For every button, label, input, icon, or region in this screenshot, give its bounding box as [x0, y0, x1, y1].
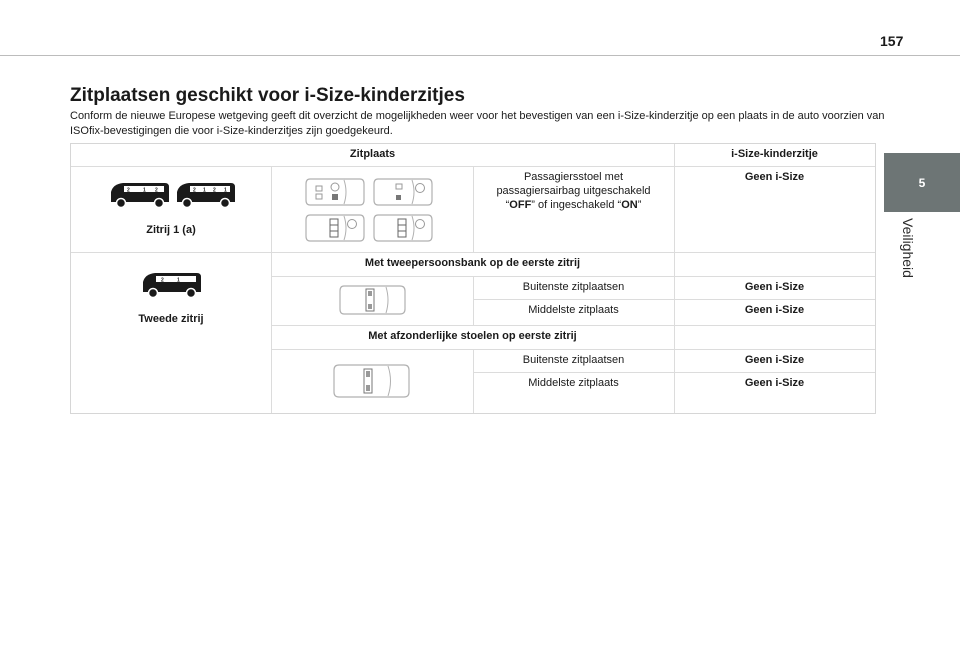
header-seat: Zitplaats — [349, 148, 396, 160]
seat-plan-bench-icon — [338, 283, 408, 317]
desc-line: passagiersairbag uitgeschakeld — [496, 185, 651, 197]
table-rule — [674, 252, 675, 276]
chapter-title: Veiligheid — [900, 218, 916, 278]
seat-plan-icon — [372, 176, 434, 208]
seat-plan-separate-icon — [332, 362, 412, 400]
table-rule — [271, 349, 875, 350]
table-rule — [674, 325, 675, 349]
bench-outer-label: Buitenste zitplaatsen — [522, 281, 625, 293]
van-row1-icon — [109, 180, 171, 208]
isize-table — [70, 143, 876, 414]
desc-line: Passagiersstoel met — [523, 171, 624, 183]
table-rule — [271, 166, 272, 413]
van-row-badge: 1 — [143, 187, 146, 194]
chapter-number: 5 — [918, 175, 926, 190]
van-row-badge: 1 — [224, 187, 227, 194]
separate-outer-value: Geen i-Size — [744, 354, 805, 366]
van-row-badge: 2 — [193, 187, 196, 194]
row1-label: Zitrij 1 (a) — [146, 224, 196, 236]
van-row-badge: 1 — [177, 277, 180, 284]
van-row-badge: 2 — [127, 187, 130, 194]
row1-value: Geen i-Size — [744, 171, 805, 183]
airbag-off-label: OFF — [509, 199, 532, 211]
page-number: 157 — [880, 33, 904, 49]
van-row-badge: 2 — [155, 187, 158, 194]
seat-plan-icon — [304, 212, 366, 244]
desc-mid: ” of ingeschakeld “ — [531, 199, 622, 211]
airbag-on-label: ON — [621, 199, 638, 211]
row1-description — [473, 170, 674, 212]
header-rule — [0, 55, 960, 56]
separate-heading: Met afzonderlijke stoelen op eerste zitrij — [368, 330, 577, 342]
separate-outer-label: Buitenste zitplaatsen — [522, 354, 625, 366]
row2-label: Tweede zitrij — [138, 313, 204, 325]
bench-middle-label: Middelste zitplaats — [528, 304, 619, 316]
van-row-badge: 2 — [161, 277, 164, 284]
bench-middle-value: Geen i-Size — [744, 304, 805, 316]
header-isize: i-Size-kinderzitje — [731, 148, 818, 160]
desc-quote: “ — [505, 199, 510, 211]
table-rule — [271, 276, 875, 277]
desc-quote: ” — [637, 199, 642, 211]
chapter-tab[interactable] — [884, 153, 960, 212]
van-row-badge: 1 — [203, 187, 206, 194]
van-row2-icon — [141, 270, 203, 298]
seat-plan-icon — [304, 176, 366, 208]
table-rule — [71, 252, 875, 253]
seat-plan-icon — [372, 212, 434, 244]
separate-middle-label: Middelste zitplaats — [528, 377, 619, 389]
intro-paragraph: Conform de nieuwe Europese wetgeving geeft dit overzicht de mogelijkheden weer voor het bevestigen van een i-Size-kinderzitje op een plaats in de auto voorzien van ISOfix-bevestigingen die voor i-Size-kinderzitjes zijn goedgekeurd. — [70, 110, 885, 137]
van-row-badge: 2 — [213, 187, 216, 194]
page-title: Zitplaatsen geschikt voor i-Size-kinderzitjes — [70, 85, 465, 106]
van-row1-icon — [175, 180, 237, 208]
table-rule — [271, 325, 875, 326]
bench-heading: Met tweepersoonsbank op de eerste zitrij — [364, 257, 581, 269]
bench-outer-value: Geen i-Size — [744, 281, 805, 293]
separate-middle-value: Geen i-Size — [744, 377, 805, 389]
